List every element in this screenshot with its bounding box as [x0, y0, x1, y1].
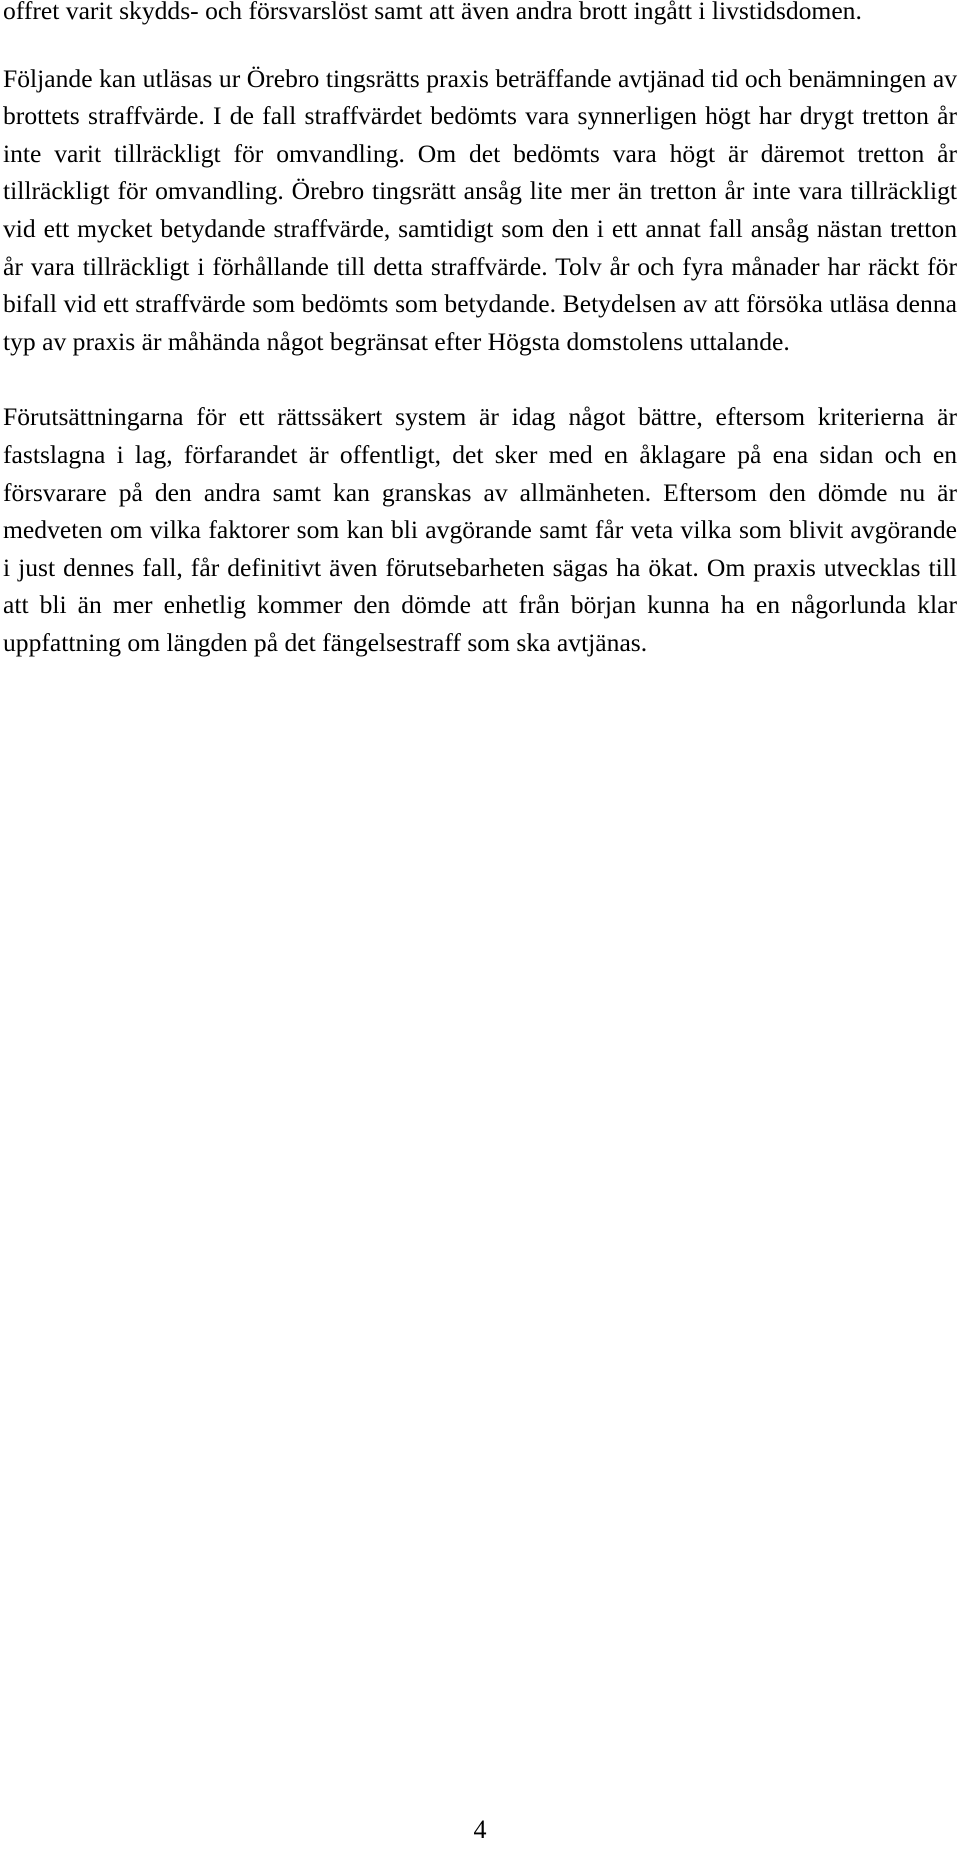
page-number: 4: [473, 1815, 487, 1844]
paragraph-3: Förutsättningarna för ett rättssäkert system är idag något bättre, eftersom kriterierna är fastslagna i lag, förfarandet är offentligt, det sker med en åklagare på ena sidan och en försvarare på den andra samt kan granskas av allmänheten. Eftersom den dömde nu är medveten om vilka faktorer som kan bli avgörande samt får veta vilka som blivit avgörande i just dennes fall, får definitivt även förutsebarheten sägas ha ökat. Om praxis utvecklas till att bli än mer enhetlig kommer den dömde att från början kunna ha en någorlunda klar uppfattning om längden på det fängelsestraff som ska avtjänas.: [3, 402, 957, 657]
paragraph-1: offret varit skydds- och försvarslöst samt att även andra brott ingått i livstidsdomen.: [3, 0, 862, 25]
document-body: [3, 0, 957, 662]
paragraph-2: Följande kan utläsas ur Örebro tingsrätts praxis beträffande avtjänad tid och benämningen av brottets straffvärde. I de fall straffvärdet bedömts vara synnerligen högt har drygt tretton år inte varit tillräckligt för omvandling. Om det bedömts vara högt är däremot tretton år tillräckligt för omvandling. Örebro tingsrätt ansåg lite mer än tretton år inte vara tillräckligt vid ett mycket betydande straffvärde, samtidigt som den i ett annat fall ansåg nästan tretton år vara tillräckligt i förhållande till detta straffvärde. Tolv år och fyra månader har räckt för bifall vid ett straffvärde som bedömts som betydande. Betydelsen av att försöka utläsa denna typ av praxis är måhända något begränsat efter Högsta domstolens uttalande.: [3, 63, 957, 356]
